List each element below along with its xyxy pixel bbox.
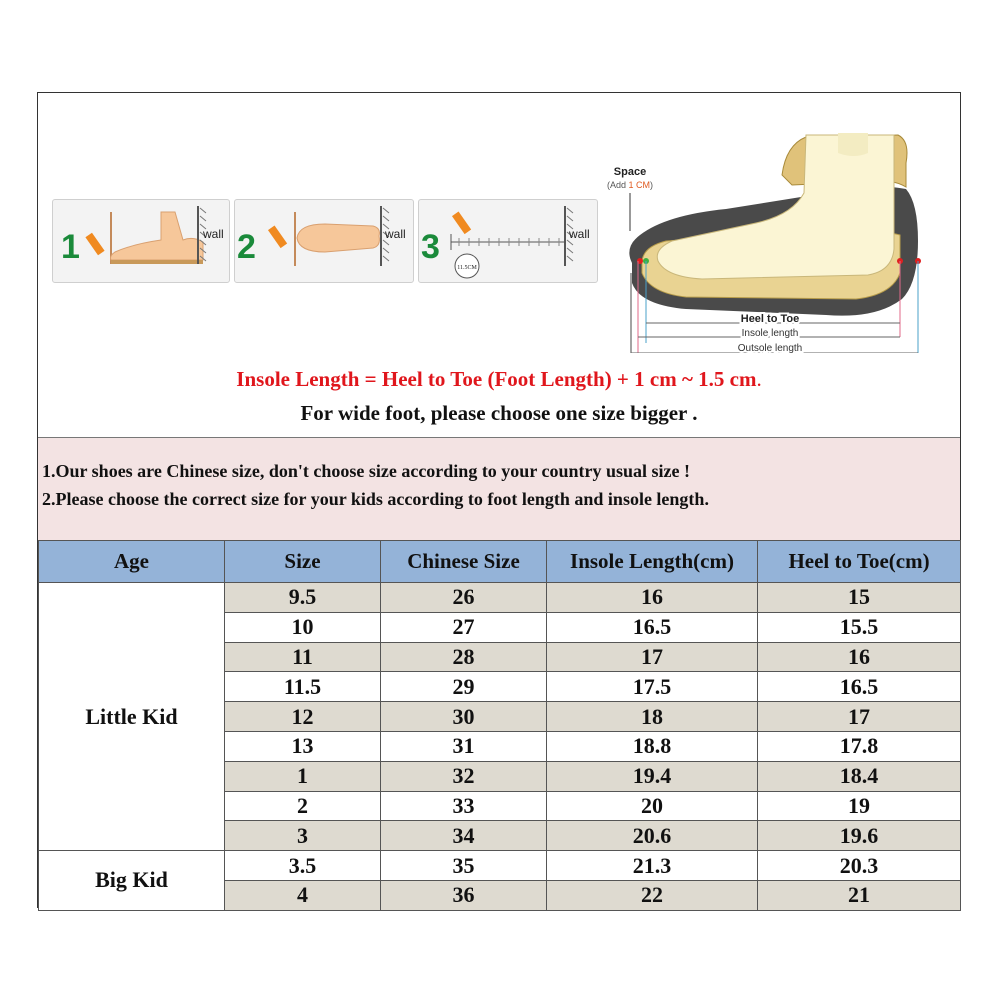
heel-to-toe-cell: 15.5 [758,612,961,642]
formula-end: . [756,367,762,391]
step-3-illustration [419,200,599,284]
chinese-size-cell: 36 [381,880,547,910]
step-2-panel [234,199,414,283]
size-cell: 3 [225,821,381,851]
step-1-illustration [53,200,231,284]
size-cell: 2 [225,791,381,821]
step-1-wall-label: wall [203,227,224,241]
formula-text: Insole Length = Heel to Toe (Foot Length) + 1 cm ~ 1.5 cm [236,367,757,391]
space-add-note [607,180,653,190]
heel-to-toe-cell: 16 [758,642,961,672]
insole-length-cell: 17 [547,642,758,672]
size-cell: 13 [225,731,381,761]
step-1-number: 1 [61,228,80,266]
heel-to-toe-cell: 18.4 [758,761,961,791]
header-insole-length: Insole Length(cm) [547,541,758,583]
chinese-size-cell: 27 [381,612,547,642]
heel-to-toe-cell: 15 [758,583,961,613]
size-cell: 12 [225,702,381,732]
heel-to-toe-cell: 17 [758,702,961,732]
heel-to-toe-cell: 20.3 [758,851,961,881]
step-2-wall-label: wall [385,227,406,241]
heel-to-toe-cell: 17.8 [758,731,961,761]
insole-length-cell: 17.5 [547,672,758,702]
size-chart-frame [37,92,961,908]
step-2-illustration [235,200,415,284]
table-row [39,583,961,613]
table-header-row [39,541,961,583]
heel-to-toe-label: Heel to Toe [740,313,800,325]
step-3-wall-label: wall [569,227,590,241]
space-add-value: 1 CM [628,180,651,190]
insole-length-cell: 22 [547,880,758,910]
header-chinese-size: Chinese Size [381,541,547,583]
chinese-size-cell: 29 [381,672,547,702]
step-3-measure-label: 11.5CM [457,265,477,271]
insole-formula [38,367,960,392]
insole-length-cell: 19.4 [547,761,758,791]
chinese-size-cell: 32 [381,761,547,791]
wide-foot-note: For wide foot, please choose one size bigger . [300,401,698,425]
size-notice [38,438,960,541]
size-cell: 11 [225,642,381,672]
step-1-panel [52,199,230,283]
space-add-suffix: ) [650,180,654,190]
insole-length-cell: 18.8 [547,731,758,761]
notice-line-2: 2.Please choose the correct size for your kids according to foot length and insole length. [42,489,709,509]
insole-length-cell: 16.5 [547,612,758,642]
table-row [39,851,961,881]
chinese-size-cell: 33 [381,791,547,821]
heel-to-toe-cell: 19 [758,791,961,821]
chinese-size-cell: 28 [381,642,547,672]
chinese-size-cell: 35 [381,851,547,881]
size-cell: 10 [225,612,381,642]
insole-length-cell: 20 [547,791,758,821]
measurement-guide [38,93,960,438]
insole-length-label: Insole length [741,328,799,339]
chinese-size-cell: 34 [381,821,547,851]
insole-length-cell: 18 [547,702,758,732]
space-title: Space [613,166,647,178]
step-3-panel [418,199,598,283]
header-age: Age [39,541,225,583]
step-3-number: 3 [421,228,440,266]
chinese-size-cell: 30 [381,702,547,732]
step-2-number: 2 [237,228,256,266]
insole-length-cell: 16 [547,583,758,613]
size-cell: 3.5 [225,851,381,881]
space-add-prefix: (Add [606,180,629,190]
outsole-length-label: Outsole length [737,343,803,353]
notice-line-1: 1.Our shoes are Chinese size, don't choose size according to your country usual size ! [42,461,690,481]
size-cell: 4 [225,880,381,910]
foot-in-shoe-diagram [606,123,926,353]
header-heel-to-toe: Heel to Toe(cm) [758,541,961,583]
size-cell: 11.5 [225,672,381,702]
insole-length-cell: 20.6 [547,821,758,851]
chinese-size-cell: 31 [381,731,547,761]
header-size: Size [225,541,381,583]
size-cell: 9.5 [225,583,381,613]
heel-to-toe-cell: 19.6 [758,821,961,851]
insole-length-cell: 21.3 [547,851,758,881]
age-group-little-kid: Little Kid [39,583,225,851]
size-cell: 1 [225,761,381,791]
heel-to-toe-cell: 16.5 [758,672,961,702]
age-group-big-kid: Big Kid [39,851,225,911]
heel-to-toe-cell: 21 [758,880,961,910]
chinese-size-cell: 26 [381,583,547,613]
size-table [38,540,961,911]
